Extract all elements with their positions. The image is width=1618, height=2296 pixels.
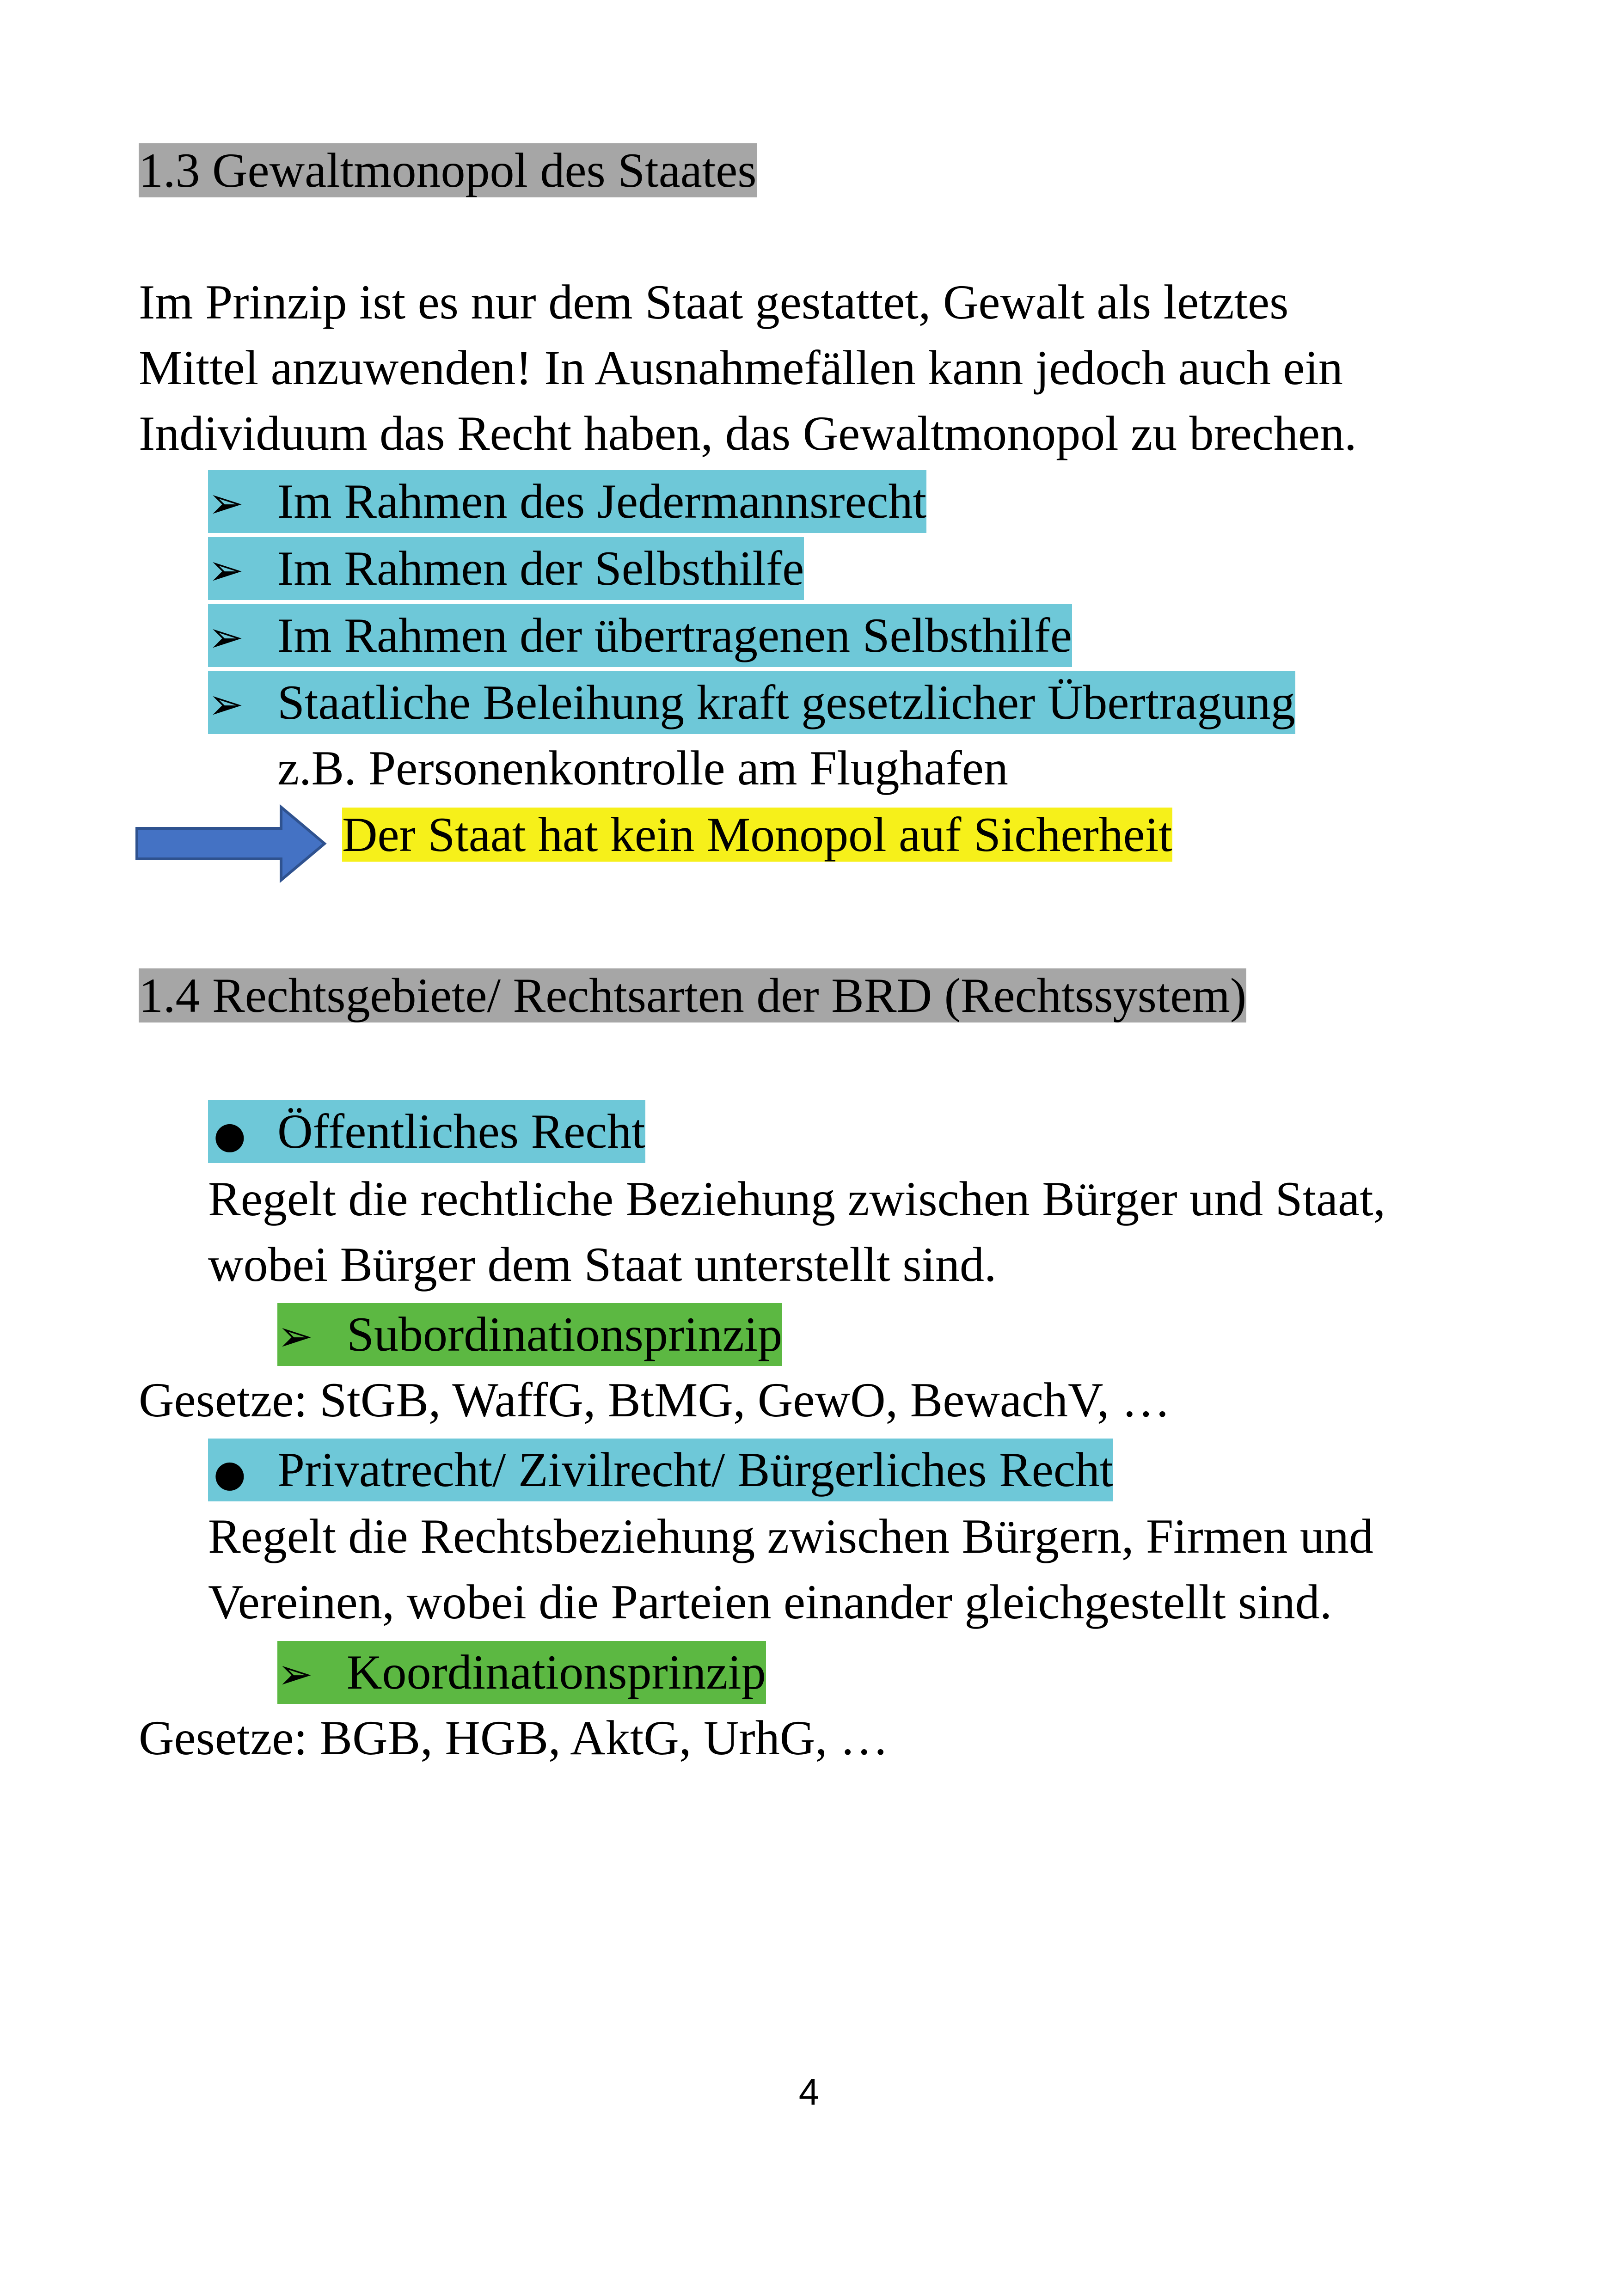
list-item bbox=[208, 1100, 645, 1163]
conclusion-line bbox=[342, 805, 1172, 864]
arrowhead-bullet-icon: ➢ bbox=[277, 1649, 313, 1699]
arrowhead-bullet-icon: ➢ bbox=[208, 545, 244, 595]
example-line: z.B. Personenkontrolle am Flughafen bbox=[277, 741, 1008, 795]
list-item bbox=[208, 1439, 1113, 1501]
list-item bbox=[208, 604, 1072, 667]
list-item-text: Im Rahmen der Selbsthilfe bbox=[277, 541, 804, 595]
public-law-statutes: Gesetze: StGB, WaffG, BtMG, GewO, BewachV, … bbox=[139, 1373, 1171, 1427]
private-law-statutes: Gesetze: BGB, HGB, AktG, UrhG, … bbox=[139, 1711, 889, 1765]
principle-item bbox=[277, 1303, 782, 1366]
private-law-description-1: Regelt die Rechtsbeziehung zwischen Bürgern, Firmen und bbox=[208, 1509, 1373, 1563]
section-1-3-heading-text: 1.3 Gewaltmonopol des Staates bbox=[139, 143, 757, 197]
principle-item bbox=[277, 1641, 766, 1704]
paragraph-line-2: Mittel anzuwenden! In Ausnahmefällen kann jedoch auch ein bbox=[139, 341, 1343, 395]
list-item-text: Öffentliches Recht bbox=[277, 1104, 645, 1158]
list-item-text: Im Rahmen des Jedermannsrecht bbox=[277, 474, 927, 528]
section-1-3-heading bbox=[139, 141, 757, 200]
right-arrow-icon bbox=[135, 804, 329, 883]
list-item bbox=[208, 537, 804, 600]
arrowhead-bullet-icon: ➢ bbox=[208, 612, 244, 662]
arrowhead-bullet-icon: ➢ bbox=[208, 478, 244, 528]
paragraph-line-3: Individuum das Recht haben, das Gewaltmonopol zu brechen. bbox=[139, 406, 1357, 460]
list-item-text: Privatrecht/ Zivilrecht/ Bürgerliches Recht bbox=[277, 1443, 1114, 1497]
section-1-4-heading bbox=[139, 966, 1246, 1025]
principle-text: Koordinationsprinzip bbox=[347, 1645, 766, 1699]
page-number: 4 bbox=[798, 2071, 820, 2112]
round-bullet-icon: ● bbox=[214, 1114, 246, 1157]
private-law-description-2: Vereinen, wobei die Parteien einander gleichgestellt sind. bbox=[208, 1575, 1332, 1629]
list-item bbox=[208, 671, 1295, 734]
list-item-text: Staatliche Beleihung kraft gesetzlicher Übertragung bbox=[277, 675, 1295, 729]
round-bullet-icon: ● bbox=[214, 1452, 246, 1495]
public-law-description-1: Regelt die rechtliche Beziehung zwischen Bürger und Staat, bbox=[208, 1172, 1386, 1226]
arrowhead-bullet-icon: ➢ bbox=[208, 680, 244, 729]
list-item-text: Im Rahmen der übertragenen Selbsthilfe bbox=[277, 608, 1072, 662]
principle-text: Subordinationsprinzip bbox=[347, 1307, 783, 1361]
arrowhead-bullet-icon: ➢ bbox=[277, 1311, 313, 1361]
list-item bbox=[208, 470, 926, 533]
section-1-4-heading-text: 1.4 Rechtsgebiete/ Rechtsarten der BRD (Rechtssystem) bbox=[139, 968, 1247, 1022]
public-law-description-2: wobei Bürger dem Staat unterstellt sind. bbox=[208, 1237, 997, 1292]
paragraph-line-1: Im Prinzip ist es nur dem Staat gestattet, Gewalt als letztes bbox=[139, 275, 1289, 329]
conclusion-text: Der Staat hat kein Monopol auf Sicherheit bbox=[342, 808, 1172, 862]
